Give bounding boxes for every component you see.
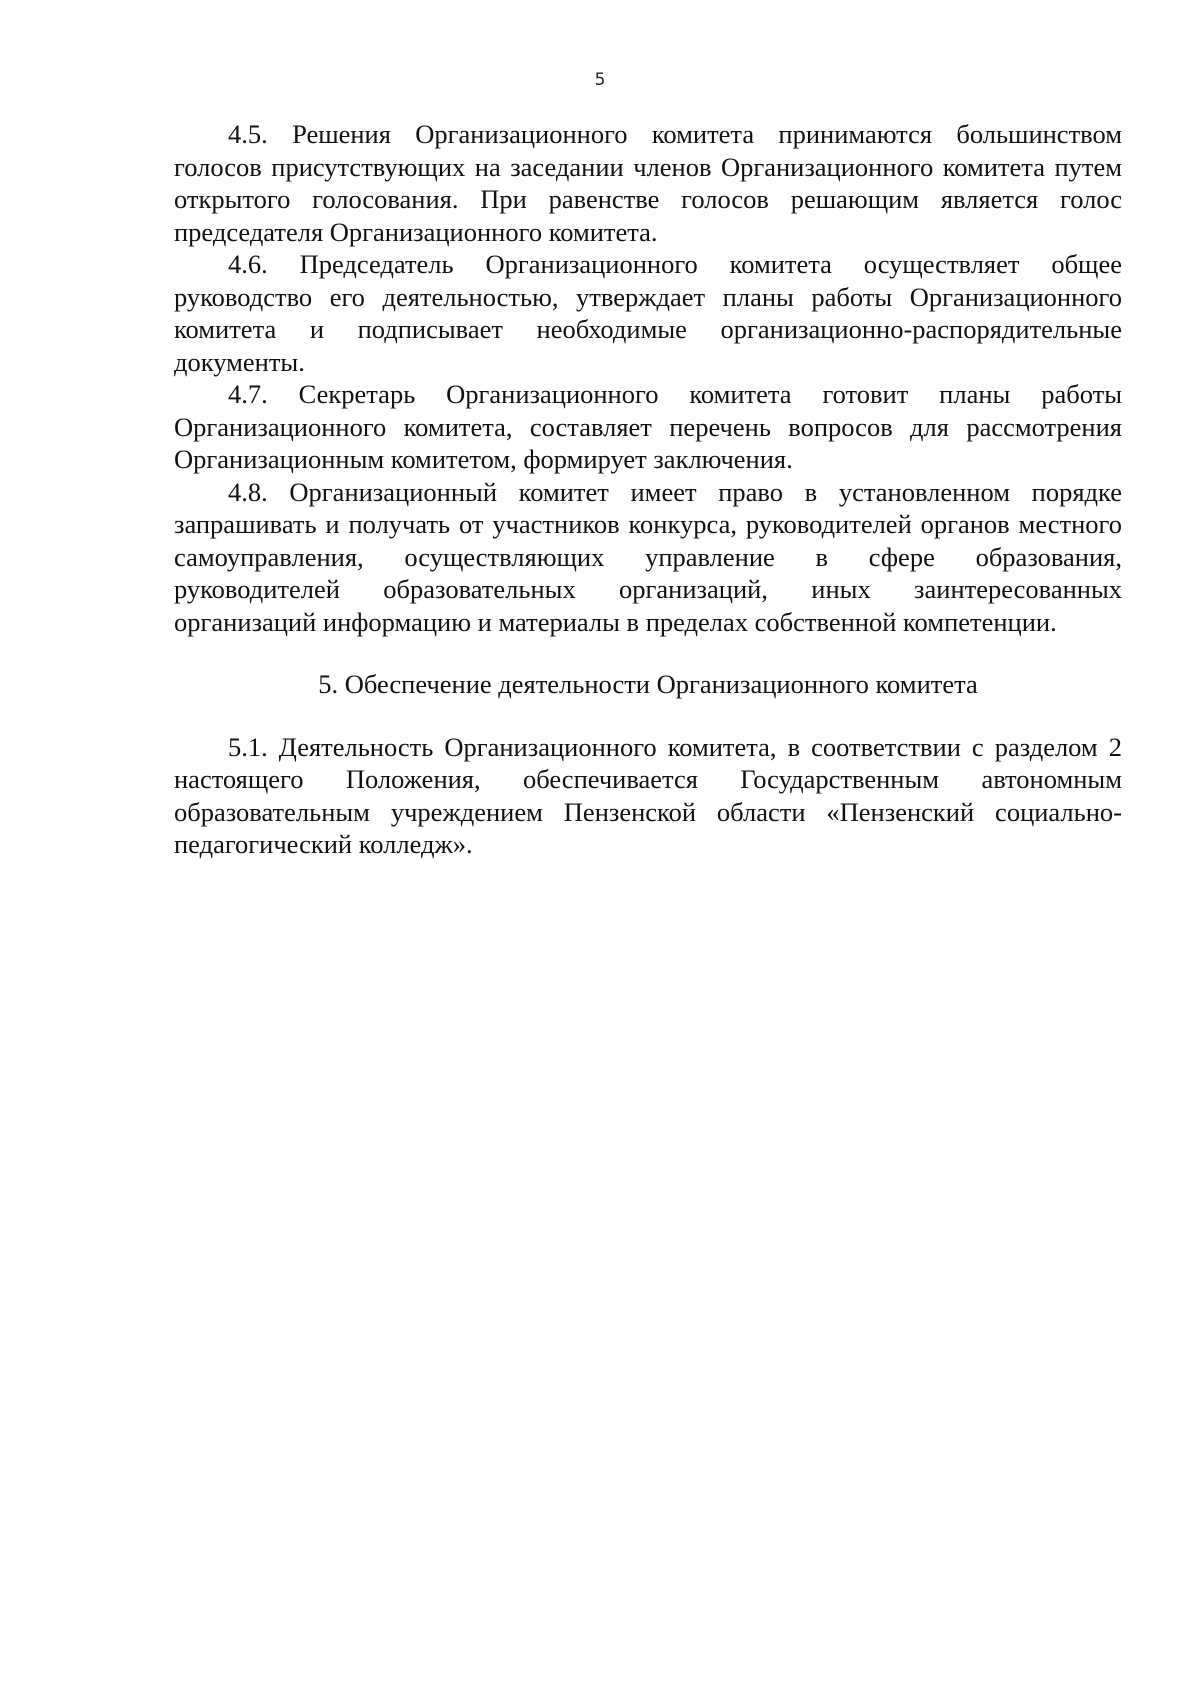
paragraph-4-6: 4.6. Председатель Организационного комитета осуществляет общее руководство его деятельностью, утверждает планы работы Организационного комитета и подписывает необходимые организационно-распорядительные документы.: [174, 249, 1122, 377]
paragraph-5-1: 5.1. Деятельность Организационного комитета, в соответствии с разделом 2 настоящего Положения, обеспечивается Государственным автономным образовательным учреждением Пензенской области «Пензенский социально-педагогический колледж».: [174, 731, 1122, 859]
paragraph-4-8: 4.8. Организационный комитет имеет право в установленном порядке запрашивать и получать от участников конкурса, руководителей органов местного самоуправления, осуществляющих управление в сфере образования, руководителей образовательных организаций, иных заинтересованных организаций информацию и материалы в пределах собственной компетенции.: [174, 476, 1122, 637]
document-body: [174, 118, 1122, 861]
section-heading: 5. Обеспечение деятельности Организационного комитета: [318, 669, 978, 699]
paragraph-4-5: 4.5. Решения Организационного комитета принимаются большинством голосов присутствующих на заседании членов Организационного комитета путем открытого голосования. При равенстве голосов решающим является голос председателя Организационного комитета.: [174, 119, 1122, 247]
page-number: 5: [594, 70, 606, 90]
paragraph-4-7: 4.7. Секретарь Организационного комитета готовит планы работы Организационного комитета, составляет перечень вопросов для рассмотрения Организационным комитетом, формирует заключения.: [174, 379, 1122, 474]
